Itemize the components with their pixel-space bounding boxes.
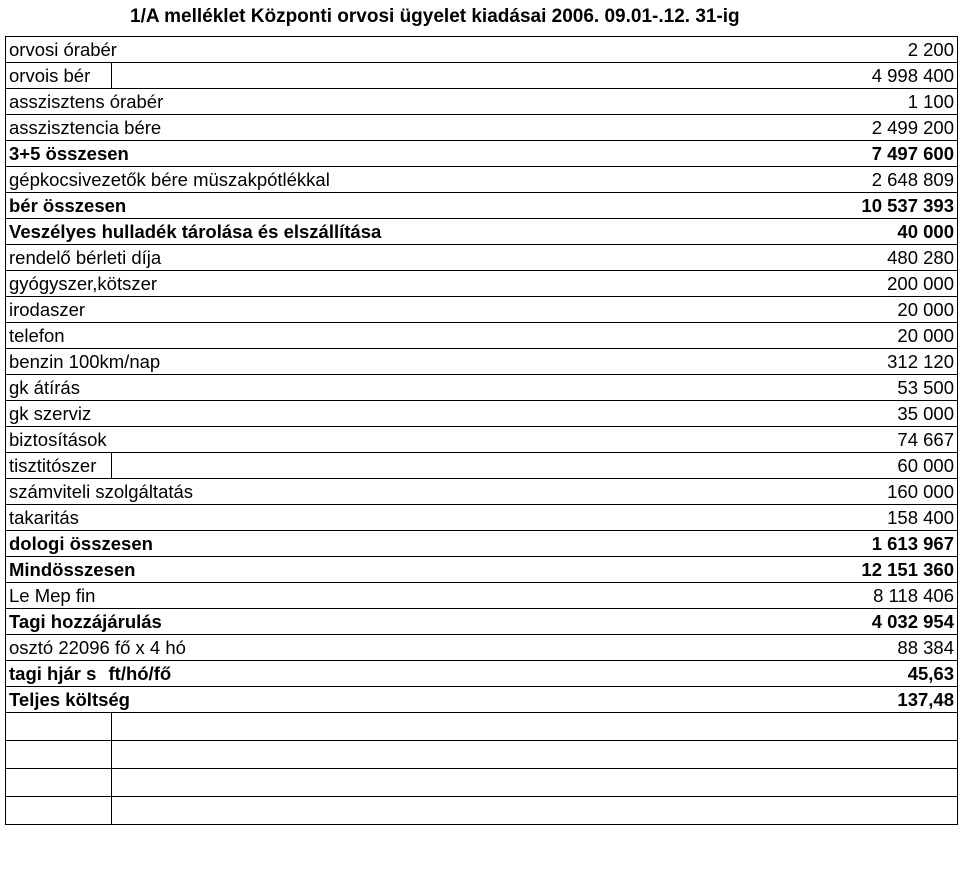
row-label: biztosítások (9, 429, 107, 450)
table-row (6, 115, 958, 141)
row-label-cell (6, 427, 112, 453)
row-value: 137,48 (152, 687, 958, 713)
row-label-cell (6, 141, 129, 167)
row-label: Le Mep fin (9, 585, 96, 606)
row-value: 7 497 600 (152, 141, 958, 167)
table-row (6, 349, 958, 375)
row-label-cell (6, 505, 112, 531)
row-label: osztó 22096 fő x 4 hó (9, 637, 186, 658)
row-mid-cell (112, 375, 152, 401)
empty-cell (6, 741, 112, 769)
row-mid-cell (112, 297, 152, 323)
row-label-cell (6, 661, 112, 687)
row-label: 3+5 összesen (9, 143, 129, 164)
row-value: 2 648 809 (152, 167, 958, 193)
row-value: 1 100 (152, 89, 958, 115)
row-value: 12 151 360 (152, 557, 958, 583)
table-row (6, 401, 958, 427)
row-label: benzin 100km/nap (9, 351, 161, 372)
table-row (6, 219, 958, 245)
row-label: számviteli szolgáltatás (9, 481, 194, 502)
table-row (6, 141, 958, 167)
row-label-cell (6, 37, 117, 63)
row-value: 160 000 (152, 479, 958, 505)
table-row (6, 661, 958, 687)
row-label-cell (6, 297, 112, 323)
row-label-cell (6, 687, 130, 713)
table-row (6, 427, 958, 453)
row-value: 45,63 (152, 661, 958, 687)
row-label-cell (6, 583, 112, 609)
row-label-cell (6, 609, 162, 635)
empty-cell (112, 769, 152, 797)
row-value: 1 613 967 (152, 531, 958, 557)
row-mid-cell (112, 583, 152, 609)
empty-cell (112, 797, 152, 825)
empty-row (6, 741, 958, 769)
empty-cell (112, 713, 152, 741)
row-value: 10 537 393 (152, 193, 958, 219)
table-row (6, 557, 958, 583)
row-label: asszisztencia bére (9, 117, 162, 138)
table-row (6, 505, 958, 531)
table-row (6, 453, 958, 479)
empty-cell (112, 741, 152, 769)
table-row (6, 375, 958, 401)
row-label-cell (6, 323, 112, 349)
row-value: 158 400 (152, 505, 958, 531)
row-value: 74 667 (152, 427, 958, 453)
table-row (6, 271, 958, 297)
row-label: gk átírás (9, 377, 80, 398)
row-value: 60 000 (152, 453, 958, 479)
table-row (6, 245, 958, 271)
table-row (6, 531, 958, 557)
empty-row (6, 769, 958, 797)
row-value: 312 120 (152, 349, 958, 375)
row-label-cell (6, 193, 127, 219)
row-mid-cell (112, 37, 152, 63)
row-label-cell (6, 219, 382, 245)
empty-cell (152, 769, 958, 797)
row-label: rendelő bérleti díja (9, 247, 162, 268)
row-label: orvosi órabér (9, 39, 117, 60)
row-label: telefon (9, 325, 65, 346)
row-label-cell (6, 479, 194, 505)
document-title (0, 0, 960, 36)
empty-cell (152, 797, 958, 825)
table-row (6, 583, 958, 609)
table-row (6, 37, 958, 63)
row-value: 40 000 (152, 219, 958, 245)
empty-row (6, 797, 958, 825)
row-mid-cell (112, 323, 152, 349)
row-label: dologi összesen (9, 533, 153, 554)
row-label: bér összesen (9, 195, 127, 216)
row-label: irodaszer (9, 299, 86, 320)
empty-row (6, 713, 958, 741)
row-value: 4 032 954 (152, 609, 958, 635)
row-value: 2 200 (152, 37, 958, 63)
table-row (6, 609, 958, 635)
table-row (6, 635, 958, 661)
row-label: gyógyszer,kötszer (9, 273, 158, 294)
row-label-continuation: ft/hó/fő (108, 663, 172, 684)
row-value: 20 000 (152, 323, 958, 349)
row-label: gk szerviz (9, 403, 92, 424)
empty-cell (152, 741, 958, 769)
row-value: 8 118 406 (152, 583, 958, 609)
table-row (6, 479, 958, 505)
row-value: 200 000 (152, 271, 958, 297)
table-row (6, 167, 958, 193)
row-label-cell (6, 271, 158, 297)
row-mid-cell (112, 453, 152, 479)
row-mid-cell (112, 63, 152, 89)
row-label: Veszélyes hulladék tárolása és elszállítása (9, 221, 382, 242)
row-label-cell (6, 635, 186, 661)
row-label: gépkocsivezetők bére müszakpótlékkal (9, 169, 330, 190)
row-mid-cell (112, 401, 152, 427)
row-label: Mindösszesen (9, 559, 136, 580)
table-row (6, 63, 958, 89)
row-label-cell (6, 401, 112, 427)
row-label: asszisztens órabér (9, 91, 164, 112)
row-label-cell (6, 89, 164, 115)
row-label: tagi hjár s (9, 663, 97, 684)
row-label: Tagi hozzájárulás (9, 611, 162, 632)
row-mid-cell (112, 505, 152, 531)
row-label-cell (6, 557, 136, 583)
row-mid-cell (112, 427, 152, 453)
expense-table-body (6, 37, 958, 825)
row-label-cell (6, 453, 112, 479)
row-label: Teljes költség (9, 689, 130, 710)
empty-cell (6, 713, 112, 741)
title-text: 1/A melléklet Központi orvosi ügyelet kiadásai 2006. 09.01-.12. 31-ig (130, 6, 740, 27)
row-label-cell (6, 531, 153, 557)
table-row (6, 193, 958, 219)
row-value: 480 280 (152, 245, 958, 271)
row-label-cell (6, 349, 161, 375)
table-row (6, 687, 958, 713)
table-row (6, 323, 958, 349)
empty-cell (152, 713, 958, 741)
row-value: 20 000 (152, 297, 958, 323)
row-value: 35 000 (152, 401, 958, 427)
row-label: takaritás (9, 507, 79, 528)
row-value: 4 998 400 (152, 63, 958, 89)
row-label-cell (6, 167, 330, 193)
row-label-cell (6, 63, 112, 89)
row-mid-cell (108, 661, 172, 687)
expense-table (5, 36, 958, 825)
row-value: 88 384 (152, 635, 958, 661)
row-value: 2 499 200 (152, 115, 958, 141)
row-value: 53 500 (152, 375, 958, 401)
row-label: orvois bér (9, 65, 91, 86)
table-row (6, 89, 958, 115)
empty-cell (6, 797, 112, 825)
row-label-cell (6, 375, 112, 401)
empty-cell (6, 769, 112, 797)
table-row (6, 297, 958, 323)
row-label-cell (6, 245, 162, 271)
row-label-cell (6, 115, 162, 141)
row-label: tisztitószer (9, 455, 97, 476)
